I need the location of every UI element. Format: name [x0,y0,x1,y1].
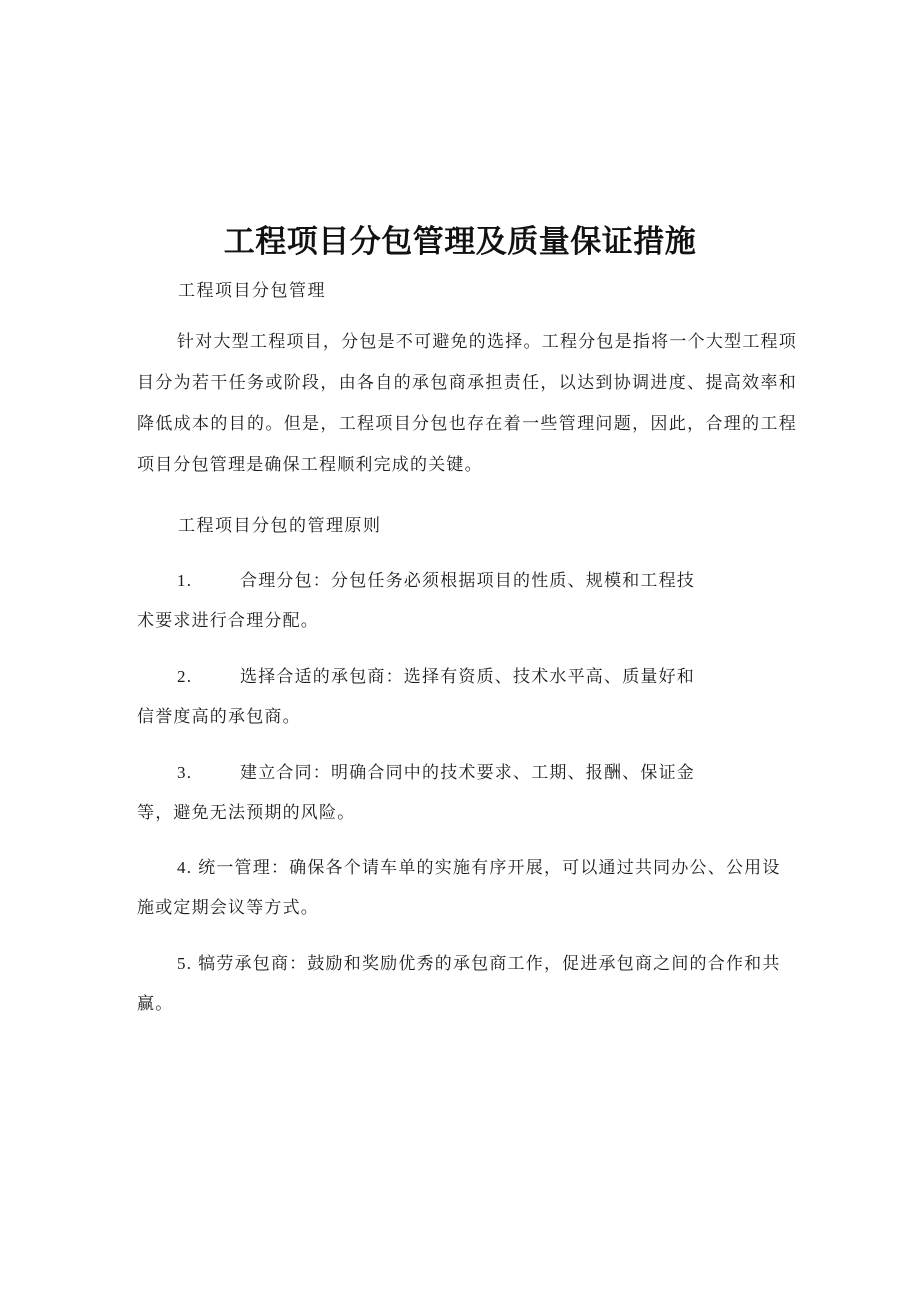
list-item [137,853,797,918]
list-item-number: 3. [177,763,193,782]
list-item-text-line1: 选择合适的承包商：选择有资质、技术水平高、质量好和 [240,667,695,687]
list-item [137,949,797,1014]
intro-paragraph [137,322,797,486]
list-item [137,758,797,823]
document-title: 工程项目分包管理及质量保证措施 [223,224,697,260]
section-heading-subcontract-management: 工程项目分包管理 [178,281,326,301]
list-item [137,662,797,727]
list-item-text-line1: 合理分包：分包任务必须根据项目的性质、规模和工程技 [240,571,695,591]
list-item-number: 5. [177,954,193,973]
list-item [137,566,797,631]
list-item-text-line1: 统一管理：确保各个请车单的实施有序开展，可以通过共同办公、公用设 [198,858,781,878]
list-item-number: 4. [177,858,193,877]
list-item-text-line1: 犒劳承包商：鼓励和奖励优秀的承包商工作，促进承包商之间的合作和共 [198,954,781,974]
section-heading-management-principles: 工程项目分包的管理原则 [178,516,382,536]
intro-paragraph-text: 针对大型工程项目，分包是不可避免的选择。工程分包是指将一个大型工程项目分为若干任务或阶段，由各自的承包商承担责任，以达到协调进度、提高效率和降低成本的目的。但是，工程项目分包也存在着一些管理问题，因此，合理的工程项目分包管理是确保工程顺利完成的关键。 [137,332,797,475]
list-item-text-line2: 信誉度高的承包商。 [137,707,301,727]
list-item-text-line1: 建立合同：明确合同中的技术要求、工期、报酬、保证金 [240,763,695,783]
list-item-text-line2: 等，避免无法预期的风险。 [137,803,356,823]
list-item-text-line2: 赢。 [137,994,174,1014]
list-item-text-line2: 术要求进行合理分配。 [137,611,319,631]
list-item-number: 2. [177,667,193,686]
list-item-number: 1. [177,571,193,590]
list-item-text-line2: 施或定期会议等方式。 [137,898,319,918]
